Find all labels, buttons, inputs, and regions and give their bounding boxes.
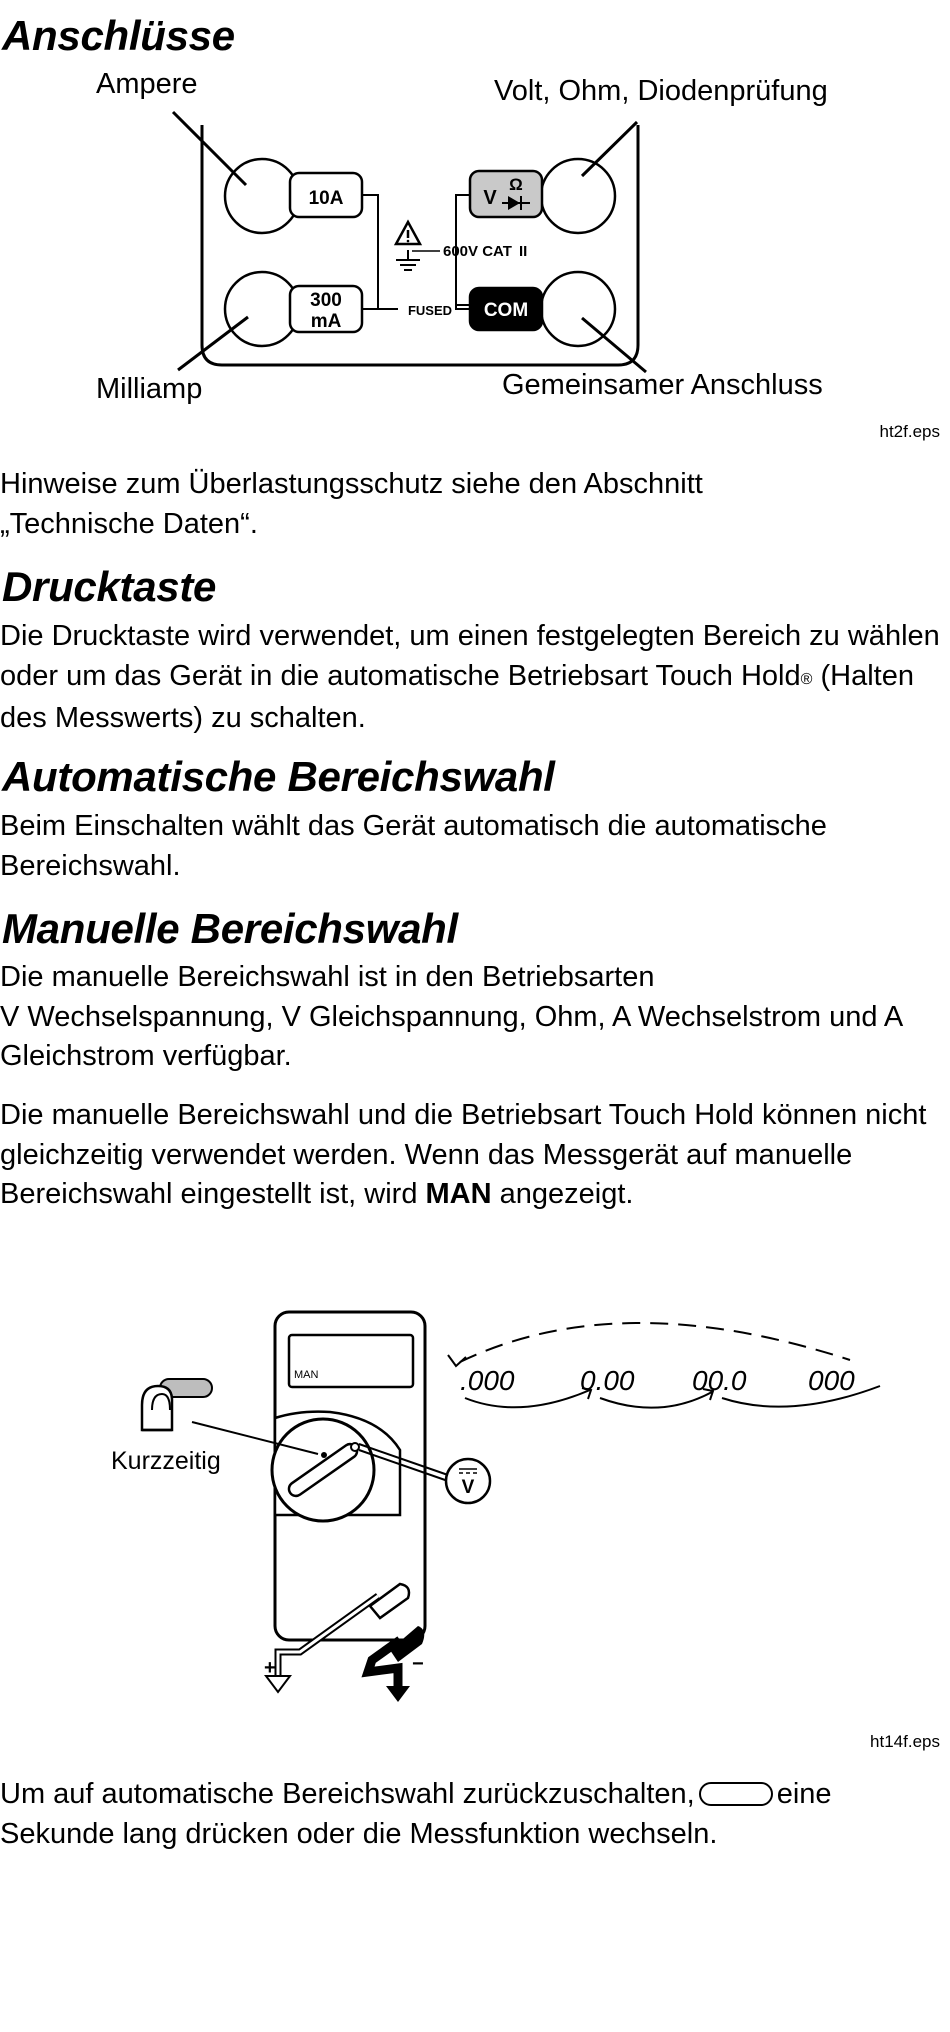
heading-anschluesse: Anschlüsse [2, 12, 235, 59]
figure-filename: ht2f.eps [879, 422, 940, 441]
cat-level-label: II [519, 243, 528, 260]
manual-text2-main: Die manuelle Bereichswahl und die Betriebsart Touch Hold können nicht gleichzeitig verwendet werden. Wenn das Messgerät auf manuelle Bereichswahl eingestellt ist, wird [0, 1099, 927, 1210]
cat-rating-label: 600V CAT [443, 243, 512, 260]
terminal-ma-label: mA [310, 311, 342, 332]
hand-press-icon [142, 1379, 212, 1430]
range-step-1: .000 [460, 1365, 515, 1396]
terminal-v-label: V [483, 187, 497, 209]
label-milliamp: Milliamp [96, 373, 203, 405]
range-step-2: 0.00 [580, 1365, 635, 1396]
terminal-10a-label: 10A [308, 188, 344, 209]
manual-range-figure [0, 1300, 950, 1740]
registered-mark: ® [800, 670, 813, 688]
heading-drucktaste: Drucktaste [2, 563, 217, 610]
label-volt-ohm-diode: Volt, Ohm, Diodenprüfung [494, 75, 828, 107]
label-ampere: Ampere [96, 68, 198, 100]
display-man-label: MAN [294, 1369, 319, 1381]
lead-minus-label: − [412, 1653, 424, 1675]
man-indicator-text: MAN [425, 1178, 492, 1210]
auto-range-text: Beim Einschalten wählt das Gerät automatisch die automatische Bereichswahl. [0, 810, 827, 882]
ground-icon [396, 250, 440, 270]
manual-range-text-2 [0, 1096, 930, 1215]
lead-plus-label: + [264, 1657, 276, 1679]
terminals-figure [0, 60, 950, 440]
drucktaste-text [0, 617, 945, 739]
figure-filename-2: ht14f.eps [870, 1732, 940, 1751]
range-step-3: 00.0 [692, 1365, 747, 1396]
dial-v-label: V [461, 1477, 475, 1498]
range-step-4: 000 [808, 1365, 855, 1396]
label-kurzzeitig: Kurzzeitig [111, 1447, 221, 1475]
return-auto-text-main: Um auf automatische Bereichswahl zurückzuschalten, [0, 1778, 695, 1810]
manual-text2-end: angezeigt. [491, 1178, 634, 1210]
terminal-ohm-label: Ω [509, 175, 523, 194]
label-common: Gemeinsamer Anschluss [502, 369, 823, 401]
return-auto-text-end: eine Sekunde lang drücken oder die Messfunktion wechseln. [0, 1778, 832, 1850]
push-button-icon [699, 1782, 773, 1806]
drucktaste-text-end: (Halten des Messwerts) zu schalten. [0, 659, 914, 734]
warning-icon [396, 222, 420, 244]
overload-note: Hinweise zum Überlastungsschutz siehe den Abschnitt „Technische Daten“. [0, 468, 703, 540]
terminal-300-label: 300 [310, 290, 342, 311]
terminal-com-label: COM [483, 300, 529, 321]
heading-manual-range: Manuelle Bereichswahl [2, 905, 458, 952]
drucktaste-text-main: Die Drucktaste wird verwendet, um einen festgelegten Bereich zu wählen oder um das Gerät in die automatische Betriebsart Touch Hold [0, 620, 940, 692]
return-auto-text [0, 1775, 945, 1854]
fused-label: FUSED [407, 303, 453, 318]
heading-auto-range: Automatische Bereichswahl [2, 753, 555, 800]
manual-range-text-1 [0, 958, 945, 1077]
manual-text-line2: V Wechselspannung, V Gleichspannung, Ohm, A Wechselstrom und A Gleichstrom verfügbar. [0, 1000, 902, 1072]
manual-text-line1: Die manuelle Bereichswahl ist in den Betriebsarten [0, 961, 655, 993]
